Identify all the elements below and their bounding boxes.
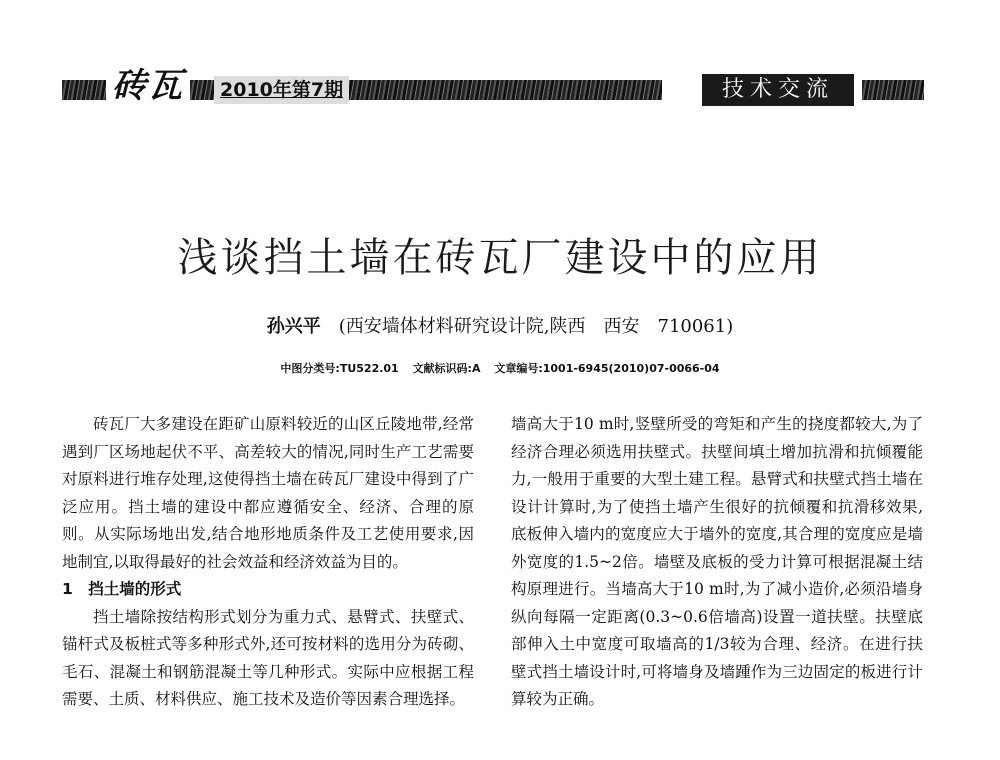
article-number: 文章编号:1001-6945(2010)07-0066-04: [494, 362, 720, 375]
intro-paragraph: 砖瓦厂大多建设在距矿山原料较近的山区丘陵地带,经常遇到厂区场地起伏不平、高差较大的情况,同时生产工艺需要对原料进行堆存处理,这使得挡土墙在砖瓦厂建设中得到了广泛应用。挡土墙的建设中都应遵循安全、经济、合理的原则。从实际场地出发,结合地形地质条件及工艺使用要求,因地制宜,以取得最好的社会效益和经济效益为目的。: [62, 415, 474, 571]
issue-label: 2010年第7期: [214, 76, 349, 104]
article-title: 浅谈挡土墙在砖瓦厂建设中的应用: [177, 235, 823, 281]
left-column: [62, 411, 474, 714]
counterfort-paragraph: 墙高大于10 m时,竖壁所受的弯矩和产生的挠度都较大,为了经济合理必须选用扶壁式。扶壁间填土增加抗滑和抗倾覆能力,一般用于重要的大型土建工程。悬臂式和扶壁式挡土墙在设计计算时,为了使挡土墙产生很好的抗倾覆和抗滑移效果,底板伸入墙内的宽度应大于墙外的宽度,其合理的宽度应是墙外宽度的1.5~2倍。墙壁及底板的受力计算可根据混凝土结构原理进行。当墙高大于10 m时,为了减小造价,必须沿墙身纵向每隔一定距离(0.3~0.6倍墙高)设置一道扶壁。扶壁底部伸入土中宽度可取墙高的1/3较为合理、经济。在进行扶壁式挡土墙设计时,可将墙身及墙踵作为三边固定的板进行计算较为正确。: [511, 415, 923, 708]
section-label: 技术交流: [702, 74, 854, 106]
journal-logo: 砖瓦: [106, 66, 190, 106]
forms-paragraph: 挡土墙除按结构形式划分为重力式、悬臂式、扶壁式、锚杆式及板桩式等多种形式外,还可按材料的选用分为砖砌、毛石、混凝土和钢筋混凝土等几种形式。实际中应根据工程需要、土质、材料供应、施工技术及造价等因素合理选择。: [62, 607, 474, 708]
section-heading-1: 1 挡土墙的形式: [62, 580, 182, 598]
right-column: [511, 411, 923, 714]
journal-header: [62, 66, 924, 108]
clc-number: 中图分类号:TU522.01: [280, 362, 399, 375]
classification-line: [0, 360, 1000, 376]
document-code: 文献标识码:A: [412, 362, 481, 375]
author-name: 孙兴平: [266, 316, 321, 337]
header-band-right: [862, 80, 924, 100]
author-line: [0, 312, 1000, 338]
author-affiliation: (西安墙体材料研究设计院,陕西 西安 710061): [338, 316, 734, 337]
